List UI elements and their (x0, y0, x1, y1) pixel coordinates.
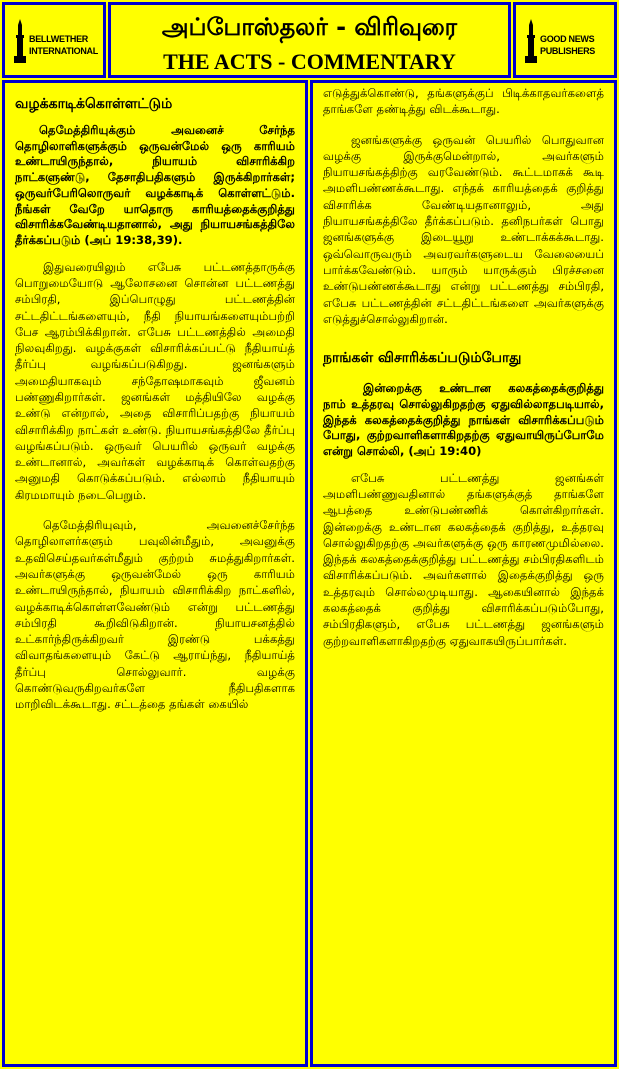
commentary-paragraph: எபேசு பட்டணத்து ஜனங்கள் அமளிபண்ணுவதினால் தங்களுக்குத் தாங்களே ஆபத்தை உண்டுபண்ணிக் கொள்கிறார்கள். இன்றைக்கு உண்டான கலகத்தைக் குறித்து, உத்தரவு சொல்லுகிறதற்கு அவர்களுக்கு ஒரு காரணமுமில்லை. இந்தக் கலகத்தைக்குறித்து பட்டணத்து சம்பிரதிகளிடம் விசாரிக்கப்படும். அவர்களால் இதைக்குறித்து ஒரு உத்தரவும் சொல்லமுடியாது. ஆகையினால் இந்தக் கலகத்தைக் குறித்து விசாரிக்கப்படும்போது, சம்பிரதிகளும், எபேசு பட்டணத்து ஜனங்களும் குற்றவாளிகளாகிறதற்கு ஏதுவாகயிருப்பார்கள். (323, 470, 604, 648)
left-logo-text: BELLWETHER INTERNATIONAL (29, 34, 98, 56)
bellwether-logo (13, 19, 103, 65)
right-column (310, 80, 617, 1067)
title-banner (108, 2, 511, 78)
right-logo-text: GOOD NEWS PUBLISHERS (540, 34, 596, 56)
publisher-logo-left (2, 2, 106, 78)
commentary-paragraph: ஜனங்களுக்கு ஒருவன் பெயரில் பொதுவான வழக்கு இருக்குமென்றால், அவர்களும் நியாயசங்கத்திற்கு வரவேண்டும். கூட்டமாகக் கூடி அமளிபண்ணக்கூடாது. எந்தக் காரியத்தைக் குறித்து விசாரிக்க வேண்டியதானாலும், அது நியாயசங்கத்திலே தீர்க்கப்படும். தனிநபர்கள் பொது ஜனங்களுக்கு இடையூறு உண்டாக்கக்கூடாது. ஒவ்வொருவரும் அவரவர்களுடைய வேலையைப் பார்க்கவேண்டும். யாரும் யாருக்கும் பிரச்சனை உண்டுபண்ணக்கூடாது என்று பட்டணத்து சம்பிரதி, எபேசு பட்டணத்தின் சட்டதிட்டங்களை அவர்களுக்கு எடுத்துச்சொல்லுகிறான். (323, 132, 604, 326)
commentary-paragraph: எடுத்துக்கொண்டு, தங்களுக்குப் பிடிக்காதவர்களைத் தாங்களே தண்டித்து விடக்கூடாது. (323, 86, 604, 117)
scripture-verse: தெமேத்திரியுக்கும் அவனைச் சேர்ந்த தொழிலாளிகளுக்கும் ஒருவன்மேல் ஒரு காரியம் உண்டாயிருந்தால், நியாயம் விசாரிக்கிற நாட்களுண்டு, தேசாதிபதிகளும் இருக்கிறார்கள்; ஒருவர்பேரிலொருவர் வழக்காடிக் கொள்ளட்டும். நீங்கள் வேறே யாதொரு காரியத்தைக்குறித்து விசாரிக்கவேண்டியதானால், அது நியாயசங்கத்திலே தீர்க்கப்படும் (அப் 19:38,39). (15, 123, 295, 247)
title-tamil: அப்போஸ்தலர் - விரிவுரை (161, 13, 458, 41)
commentary-paragraph: தெமேத்திரியுவும், அவனைச்சேர்ந்த தொழிலாளர்களும் பவுலின்மீதும், அவனுக்கு உதவிசெய்தவர்கள்மீதும் குற்றம் சுமத்துகிறார்கள். அவர்களுக்கு ஒருவன்மேல் ஒரு காரியம் உண்டாயிருந்தால், நியாயம் விசாரிக்கிற நாட்களில், வழக்காடிக்கொள்ளவேண்டும் என்று பட்டணத்து சம்பிரதி கூறிவிடுகிறான். நியாயசனத்தில் உட்கார்ந்திருக்கிறவர் இரண்டு பக்கத்து விவாதங்களையும் கேட்டு ஆராய்ந்து, நீதியாய்த் தீர்ப்பு சொல்லுவார். வழக்கு கொண்டுவருகிறவர்களே நீதிபதிகளாக மாறிவிடக்கூடாது. சட்டத்தை தங்கள் கையில் (15, 518, 295, 712)
tower-icon (524, 19, 538, 63)
left-column (2, 80, 308, 1067)
publisher-logo-right (513, 2, 617, 78)
scripture-verse: இன்றைக்கு உண்டான கலகத்தைக்குறித்து நாம் உத்தரவு சொல்லுகிறதற்கு ஏதுவில்லாதபடியால், இந்தக் கலகத்தைக்குறித்து நாங்கள் விசாரிக்கப்படும் போது, குற்றவாளிகளாகிறதற்கு ஏதுவாயிருப்போமே என்று சொல்லி, (அப் 19:40) (323, 381, 604, 458)
good-news-logo (524, 19, 614, 65)
title-english: THE ACTS - COMMENTARY (163, 49, 456, 74)
tower-icon (13, 19, 27, 63)
commentary-paragraph: இதுவரையிலும் எபேசு பட்டணத்தாருக்கு பொறுமையோடு ஆலோசனை சொன்ன பட்டணத்து சம்பிரதி, இப்பொழுது பட்டணத்தின் சட்டதிட்டங்களையும், நீதி நியாயங்களையும்பற்றி பேச ஆரம்பிக்கிறான். எபேசு பட்டணத்தில் அமைதி நிலவுகிறது. வழக்குகள் விசாரிக்கப்பட்டு நீதியாய்த் தீர்ப்பு வழங்கப்படுகிறது. ஜனங்களும் அமைதியாகவும் சந்தோஷமாகவும் ஜீவனம் பண்ணுகிறார்கள். ஜனங்கள் மத்தியிலே வழக்கு உண்டு என்றால், அதை விசாரிப்பதற்கு நியாயம் விசாரிக்கிற நாட்கள் உண்டு. நியாயசங்கத்திலே தீர்ப்பு வழங்கப்படும். ஒருவர் பெயரில் ஒருவர் வழக்கு உண்டானால், அவர்கள் வழக்காடிக் கொள்வதற்கு அனுமதி கொடுக்கப்படும். எல்லாம் நீதியாயும் கிரமமாயும் நடைபெறும். (15, 259, 295, 502)
section-title: வழக்காடிக்கொள்ளட்டும் (15, 96, 173, 112)
section-title: நாங்கள் விசாரிக்கப்படும்போது (323, 350, 522, 367)
